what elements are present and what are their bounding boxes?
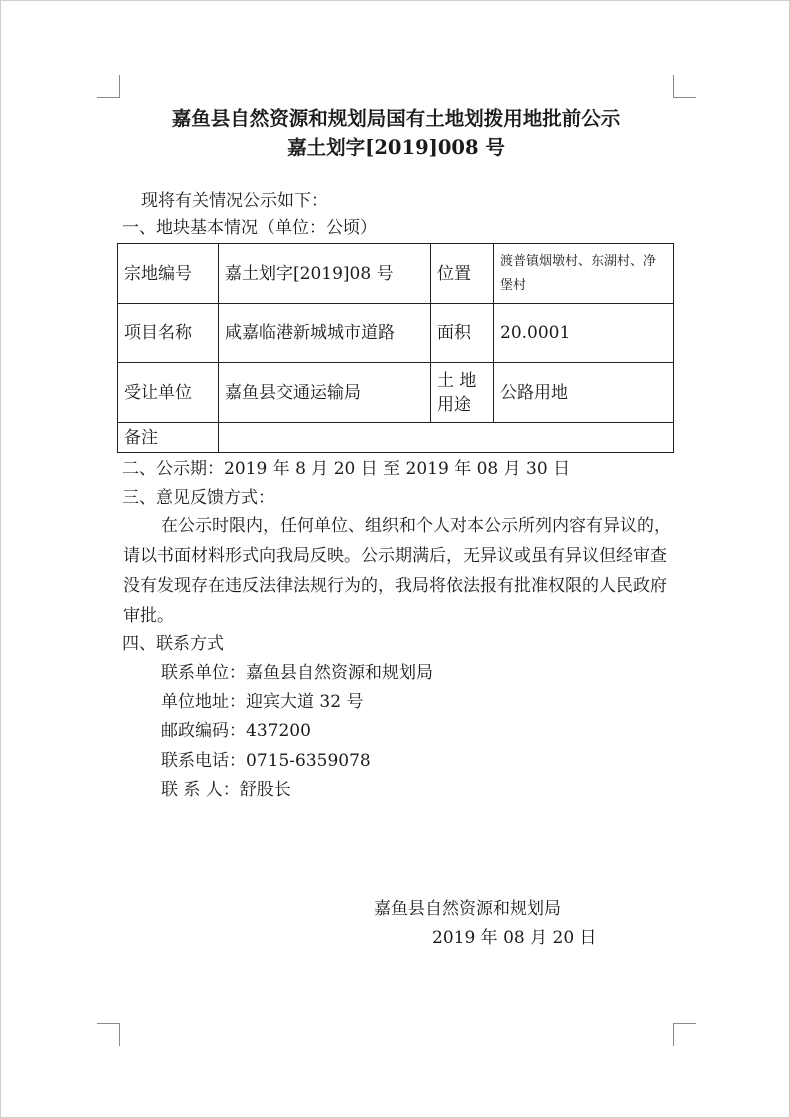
crop-mark-bottom-right [673, 1023, 696, 1046]
document-number: 嘉土划字[2019]008 号 [287, 136, 505, 159]
table-row [118, 244, 674, 304]
table-cell-value: 嘉鱼县交通运输局 [219, 363, 431, 423]
table-cell-value: 咸嘉临港新城城市道路 [219, 304, 431, 363]
section-3-heading: 三、意见反馈方式： [122, 488, 275, 508]
table-cell-value: 公路用地 [494, 363, 674, 423]
land-info-table [117, 243, 674, 453]
signature-date: 2019 年 08 月 20 日 [432, 928, 597, 948]
table-cell-label: 面积 [431, 304, 494, 363]
contact-phone: 联系电话：0715-6359078 [161, 751, 371, 771]
section-4-heading: 四、联系方式 [122, 634, 224, 654]
table-cell-value [219, 423, 674, 453]
table-cell-value: 渡普镇烟墩村、东湖村、净堡村 [494, 244, 674, 304]
section-1-heading: 一、地块基本情况（单位：公顷） [122, 218, 377, 238]
table-cell-label: 备注 [118, 423, 219, 453]
contact-postcode: 邮政编码：437200 [161, 721, 311, 741]
table-cell-value: 嘉土划字[2019]08 号 [219, 244, 431, 304]
table-cell-label: 土 地 用途 [431, 363, 494, 423]
contact-address: 单位地址：迎宾大道 32 号 [161, 692, 364, 712]
table-cell-label: 受让单位 [118, 363, 219, 423]
contact-unit: 联系单位：嘉鱼县自然资源和规划局 [161, 663, 433, 683]
table-cell-label: 项目名称 [118, 304, 219, 363]
crop-mark-bottom-left [97, 1023, 120, 1046]
table-cell-label: 宗地编号 [118, 244, 219, 304]
section-2-period: 二、公示期：2019 年 8 月 20 日 至 2019 年 08 月 30 日 [122, 459, 571, 479]
table-cell-label: 位置 [431, 244, 494, 304]
section-3-body [123, 511, 671, 631]
crop-mark-top-left [97, 75, 120, 98]
signature-organization: 嘉鱼县自然资源和规划局 [374, 899, 561, 919]
table-row [118, 423, 674, 453]
section-3-text: 在公示时限内，任何单位、组织和个人对本公示所列内容有异议的，请以书面材料形式向我局反映。公示期满后，无异议或虽有异议但经审查没有发现存在违反法律法规行为的，我局将依法报有批准权限的人民政府审批。 [123, 516, 671, 626]
table-row [118, 304, 674, 363]
table-row [118, 363, 674, 423]
contact-person: 联 系 人：舒股长 [161, 780, 291, 800]
document-title: 嘉鱼县自然资源和规划局国有土地划拨用地批前公示 [171, 107, 621, 130]
crop-mark-top-right [673, 75, 696, 98]
table-cell-value: 20.0001 [494, 304, 674, 363]
intro-text: 现将有关情况公示如下： [141, 191, 328, 211]
